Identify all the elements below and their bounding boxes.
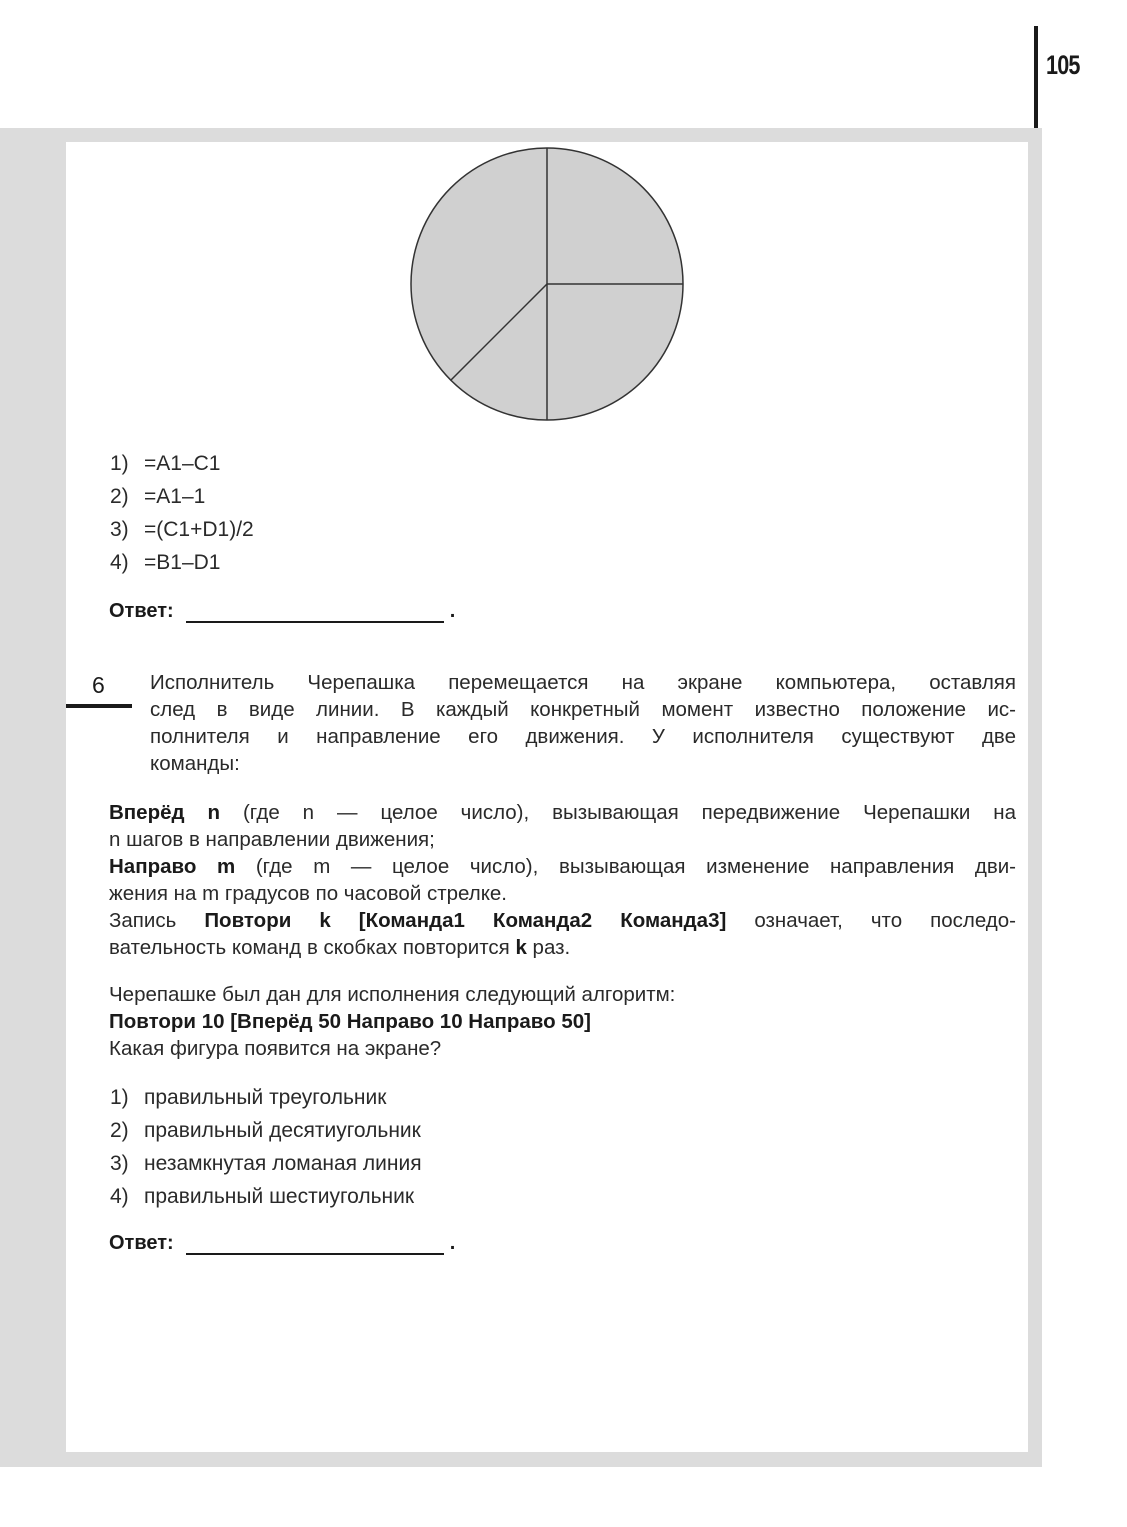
answer-blank-field[interactable] bbox=[186, 605, 444, 623]
answer-label: Ответ: bbox=[109, 1232, 174, 1254]
list-item: 2) =A1–1 bbox=[110, 485, 206, 508]
page-number: 105 bbox=[1046, 50, 1080, 80]
answer-label: Ответ: bbox=[109, 600, 174, 622]
page-number-rule bbox=[1034, 26, 1038, 130]
text-line: Исполнитель Черепашка перемещается на экране компьютера, оставляя bbox=[150, 671, 1016, 694]
list-item: 3) незамкнутая ломаная линия bbox=[110, 1152, 422, 1175]
text-line: n шагов в направлении движения; bbox=[109, 828, 435, 851]
task6-algorithm bbox=[109, 981, 1016, 1062]
repeat-command: Повтори k [Команда1 Команда2 Команда3] bbox=[204, 909, 727, 932]
algorithm-text: Повтори 10 [Вперёд 50 Направо 10 Направо 50] bbox=[109, 1010, 591, 1033]
answer-line-q6 bbox=[109, 1232, 455, 1255]
list-item: 1) правильный треугольник bbox=[110, 1086, 387, 1109]
pie-chart-figure bbox=[408, 146, 688, 424]
task6-commands bbox=[109, 799, 1016, 961]
question-text: Какая фигура появится на экране? bbox=[109, 1037, 442, 1060]
list-item: 4) =B1–D1 bbox=[110, 551, 221, 574]
text-line: Направо m (где m — целое число), вызывающая изменение направления дви- bbox=[109, 855, 1016, 878]
list-item: 4) правильный шестиугольник bbox=[110, 1185, 415, 1208]
text-line: вательность команд в скобках повторится k раз. bbox=[109, 936, 571, 959]
answer-dot: . bbox=[449, 1232, 456, 1254]
text-line: Вперёд n (где n — целое число), вызывающая передвижение Черепашки на bbox=[109, 801, 1016, 824]
text-line: команды: bbox=[150, 752, 240, 775]
right-command: Направо m bbox=[109, 855, 236, 878]
text-line: Черепашке был дан для исполнения следующий алгоритм: bbox=[109, 983, 676, 1006]
text-line: Запись Повтори k [Команда1 Команда2 Команда3] означает, что последо- bbox=[109, 909, 1016, 932]
q6-options-list bbox=[110, 1081, 422, 1213]
task-number: 6 bbox=[92, 672, 105, 698]
q5-options-list bbox=[110, 447, 254, 579]
list-item: 1) =A1–C1 bbox=[110, 452, 221, 475]
task-number-rule bbox=[66, 704, 132, 708]
text-line: полнителя и направление его движения. У исполнителя существуют две bbox=[150, 725, 1016, 748]
answer-blank-field[interactable] bbox=[186, 1237, 444, 1255]
list-item: 2) правильный десятиугольник bbox=[110, 1119, 421, 1142]
text-line: след в виде линии. В каждый конкретный момент известно положение ис- bbox=[150, 698, 1016, 721]
answer-dot: . bbox=[449, 600, 456, 622]
answer-line-q5 bbox=[109, 600, 455, 623]
list-item: 3) =(C1+D1)/2 bbox=[110, 518, 254, 541]
task6-intro bbox=[150, 669, 1016, 777]
forward-command: Вперёд n bbox=[109, 801, 221, 824]
text-line: жения на m градусов по часовой стрелке. bbox=[109, 882, 507, 905]
